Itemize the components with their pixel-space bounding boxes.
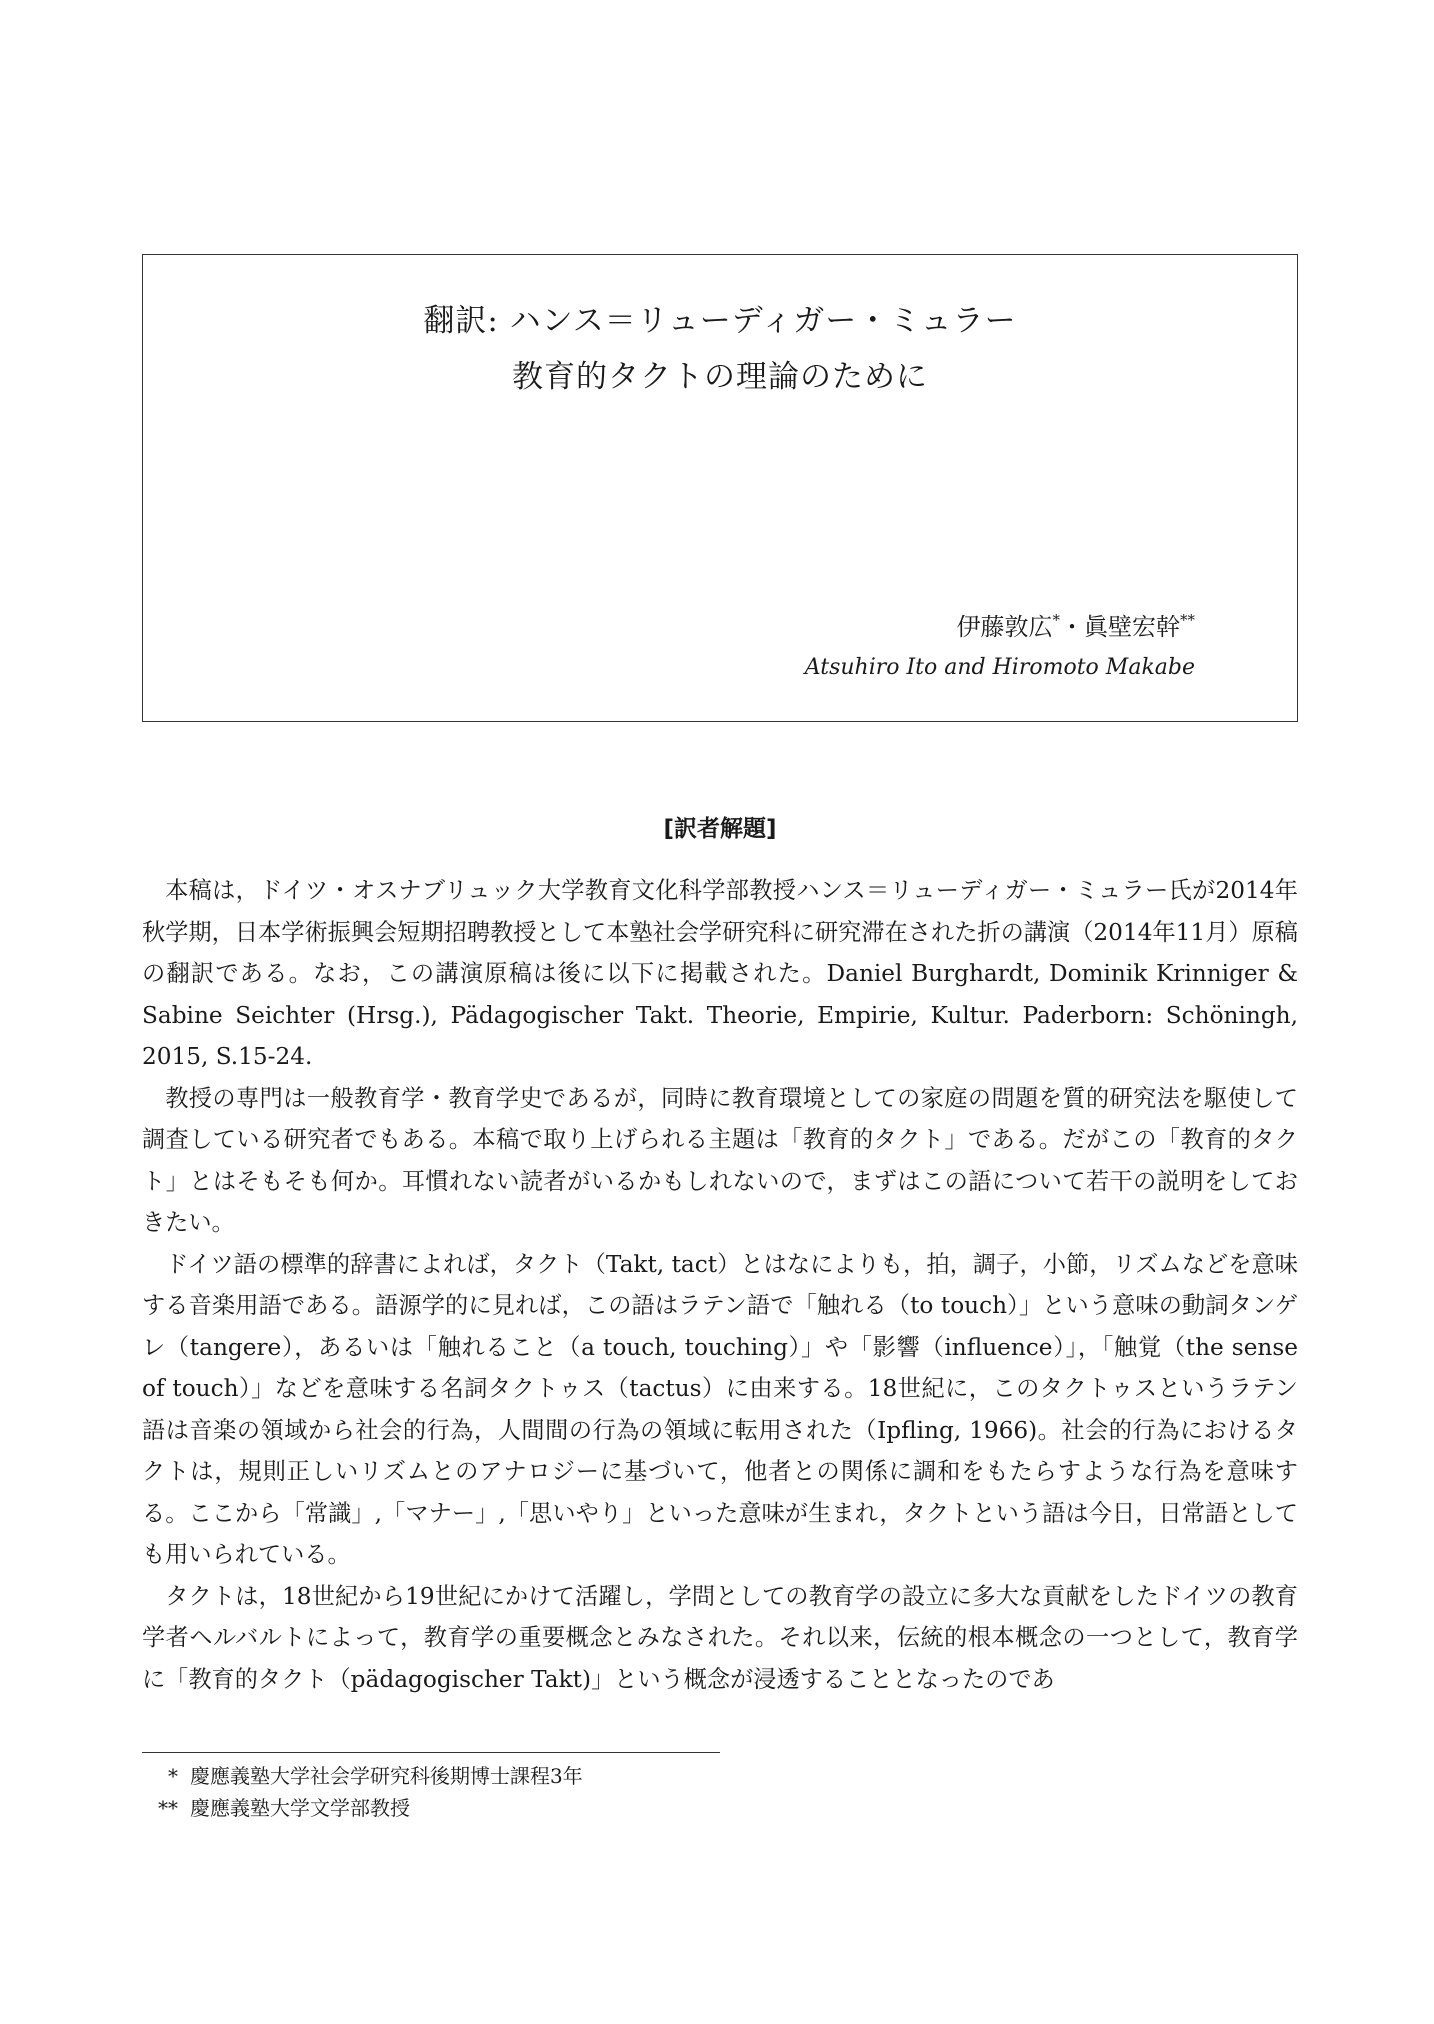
footnote-1-mark: * <box>168 1764 178 1788</box>
author-2-footnote-mark: ** <box>1180 611 1195 629</box>
footnote-divider <box>142 1752 720 1753</box>
author-separator: ・ <box>1060 613 1084 641</box>
paragraph-1: 本稿は，ドイツ・オスナブリュック大学教育文化科学部教授ハンス＝リューディガー・ミュラー氏が2014年秋学期，日本学術振興会短期招聘教授として本塾社会学研究科に研究滞在された折の講演（2014年11月）原稿の翻訳である。なお，この講演原稿は後に以下に掲載された。Daniel Burghardt, Dominik Krinniger & Sabine Seichter (Hrsg.), Pädagogischer Takt. Theorie, Empirie, Kultur. Paderborn: Schöningh, 2015, S.15-24. <box>142 877 1298 1070</box>
title-box <box>142 254 1298 722</box>
author-1-name: 伊藤敦広 <box>956 613 1053 641</box>
paragraph-4: タクトは，18世紀から19世紀にかけて活躍し，学問としての教育学の設立に多大な貢献をしたドイツの教育学者ヘルバルトによって，教育学の重要概念とみなされた。それ以来，伝統的根本概念の一つとして，教育学に「教育的タクト（pädagogischer Takt)」という概念が浸透することとなったのであ <box>142 1582 1298 1693</box>
title-line-1: 翻訳: ハンス＝リューディガー・ミュラー <box>423 303 1017 339</box>
authors-japanese <box>957 607 1196 642</box>
footnotes <box>142 1760 583 1824</box>
title-line-2: 教育的タクトの理論のために <box>512 359 928 395</box>
author-2-name: 眞壁宏幹 <box>1084 613 1180 641</box>
footnote-2-text: 慶應義塾大学文学部教授 <box>190 1796 410 1820</box>
paragraph-3: ドイツ語の標準的辞書によれば，タクト（Takt, tact）とはなによりも，拍，調子，小節，リズムなどを意味する音楽用語である。語源学的に見れば，この語はラテン語で「触れる（to touch）」という意味の動詞タンゲレ（tangere），あるいは「触れること（a touch, touching）」や「影響（influence）」，「触覚（the sense of touch）」などを意味する名詞タクトゥス（tactus）に由来する。18世紀に，このタクトゥスというラテン語は音楽の領域から社会的行為，人間間の行為の領域に転用された（Ipfling, 1966)。社会的行為におけるタクトは，規則正しいリズムとのアナロジーに基づいて，他者との関係に調和をもたらすような行為を意味する。ここから「常識」,「マナー」,「思いやり」といった意味が生まれ，タクトという語は今日，日常語としても用いられている。 <box>142 1250 1298 1568</box>
footnote-1-text: 慶應義塾大学社会学研究科後期博士課程3年 <box>190 1764 583 1788</box>
footnote-2 <box>142 1792 583 1824</box>
footnote-1 <box>142 1760 583 1792</box>
footnote-2-mark: ** <box>158 1796 178 1820</box>
body-text <box>142 870 1298 1700</box>
paragraph-2: 教授の専門は一般教育学・教育学史であるが，同時に教育環境としての家庭の問題を質的研究法を駆使して調査している研究者でもある。本稿で取り上げられる主題は「教育的タクト」である。だがこの「教育的タクト」とはそもそも何か。耳慣れない読者がいるかもしれないので，まずはこの語について若干の説明をしておきたい。 <box>142 1084 1298 1236</box>
section-heading: [訳者解題] <box>663 816 777 842</box>
authors-english: Atsuhiro Ito and Hiromoto Makabe <box>804 655 1195 680</box>
author-1-footnote-mark: * <box>1052 611 1060 629</box>
article-title <box>143 293 1297 405</box>
